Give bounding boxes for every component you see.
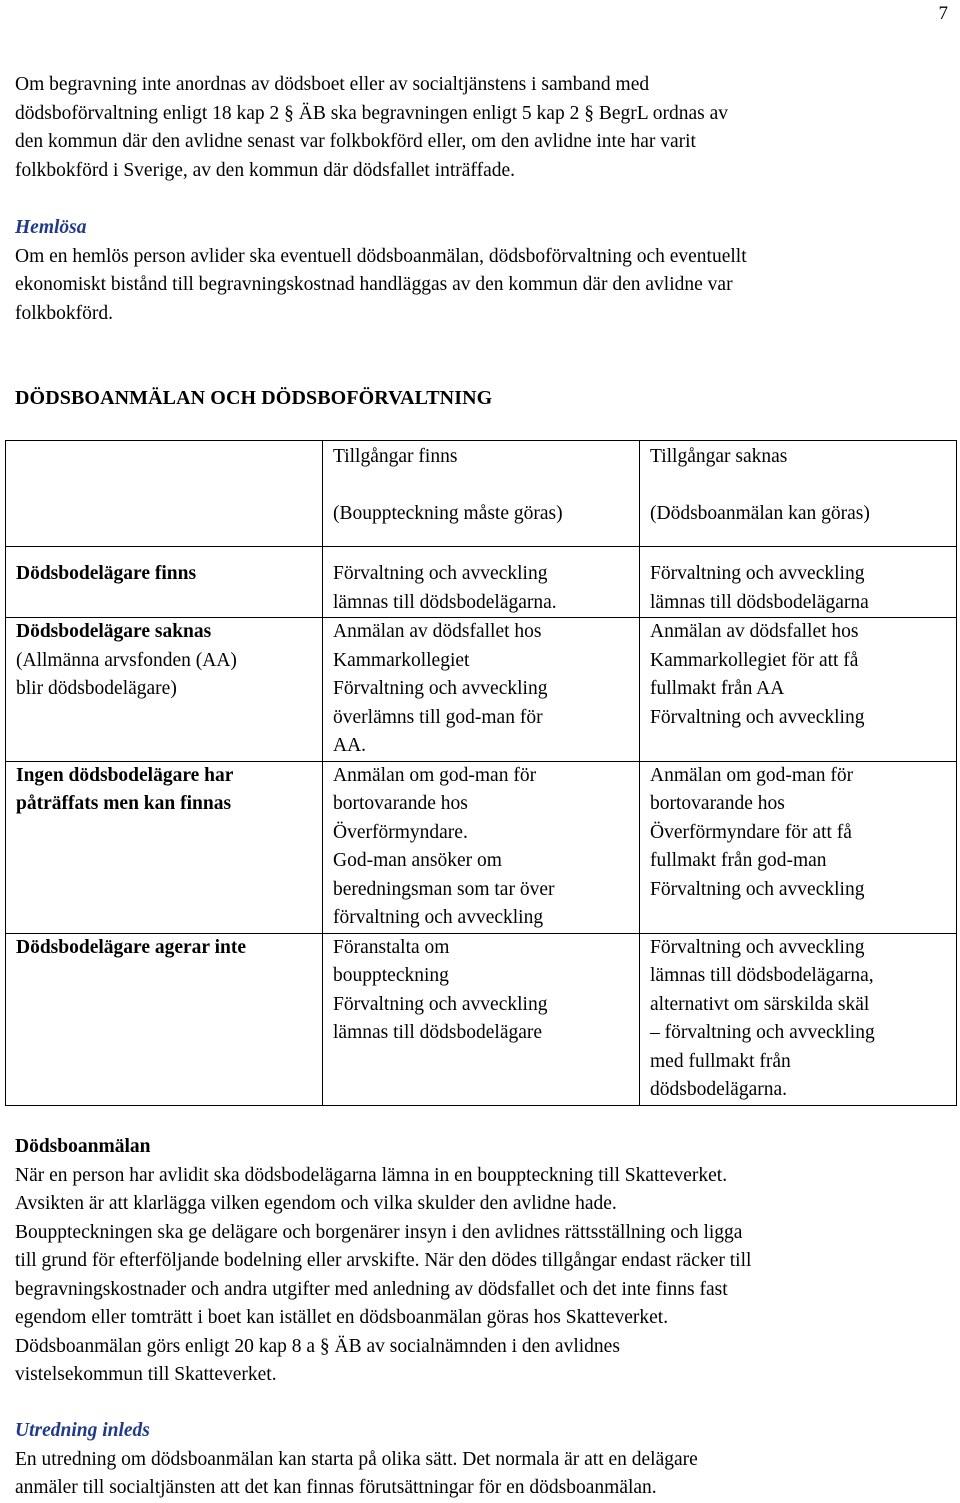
assets-exist-cell [323, 547, 640, 618]
dodsboanmalan-line: till grund för efterföljande bodelning eller arvskifte. När den dödes tillgångar endast räcker till [15, 1250, 752, 1271]
row-label-cell [6, 618, 323, 762]
utredning-line: anmäler till socialtjänsten att det kan finnas förutsättningar för en dödsboanmälan. [15, 1477, 657, 1498]
cell-line: med fullmakt från [650, 1050, 791, 1072]
cell-line: fullmakt från god-man [650, 850, 827, 871]
section-title: DÖDSBOANMÄLAN OCH DÖDSBOFÖRVALTNING [15, 387, 493, 409]
row-subtitle: (Allmänna arvsfonden (AA) [16, 649, 237, 671]
cell-line: förvaltning och avveckling [333, 907, 544, 928]
estate-matrix-table [5, 440, 957, 1106]
header-title: Tillgångar finns [333, 446, 458, 467]
cell-line: Föranstalta om [333, 936, 450, 958]
homeless-line: folkbokförd. [15, 302, 114, 324]
cell-line: alternativt om särskilda skäl [650, 993, 870, 1015]
table-row [6, 547, 957, 618]
header-subtitle: (Bouppteckning måste göras) [333, 502, 563, 524]
dodsboanmalan-line: När en person har avlidit ska dödsbodelägarna lämna in en bouppteckning till Skatteverket. [15, 1164, 728, 1186]
row-title: påträffats men kan finnas [16, 793, 232, 814]
cell-line: bortovarande hos [333, 793, 468, 814]
row-title: Dödsbodelägare finns [16, 563, 197, 584]
intro-line: dödsboförvaltning enligt 18 kap 2 § ÄB ska begravningen enligt 5 kap 2 § BegrL ordnas av [15, 102, 729, 124]
assets-exist-cell [323, 618, 640, 762]
cell-line: Anmälan av dödsfallet hos [333, 621, 542, 642]
table-header-row [6, 441, 957, 547]
homeless-line: ekonomiskt bistånd till begravningskostnad handläggas av den kommun där den avlidne var [15, 274, 733, 295]
dodsboanmalan-heading: Dödsboanmälan [15, 1136, 151, 1157]
dodsboanmalan-line: begravningskostnader och andra utgifter med anledning av dödsfallet och det inte finns fast [15, 1278, 728, 1300]
table-row [6, 933, 957, 1105]
assets-missing-cell [640, 933, 957, 1105]
cell-line: Anmälan om god-man för [650, 764, 854, 786]
cell-line: AA. [333, 735, 367, 756]
cell-line: Förvaltning och avveckling [333, 563, 548, 584]
cell-line: dödsbodelägarna. [650, 1079, 787, 1100]
cell-line: lämnas till dödsbodelägare [333, 1022, 543, 1043]
cell-line: Förvaltning och avveckling [650, 878, 865, 900]
cell-line: lämnas till dödsbodelägarna [650, 591, 869, 613]
cell-line: fullmakt från AA [650, 678, 785, 699]
cell-line: Anmälan av dödsfallet hos [650, 621, 859, 642]
intro-line: folkbokförd i Sverige, av den kommun där dödsfallet inträffade. [15, 159, 516, 181]
cell-line: Förvaltning och avveckling [333, 678, 548, 699]
utredning-section [15, 1417, 955, 1503]
assets-exist-cell [323, 933, 640, 1105]
row-label-cell [6, 547, 323, 618]
dodsboanmalan-section [15, 1133, 955, 1390]
row-label-cell [6, 761, 323, 933]
dodsboanmalan-line: Dödsboanmälan görs enligt 20 kap 8 a § ÄB av socialnämnden i den avlidnes [15, 1335, 620, 1357]
cell-line: Förvaltning och avveckling [333, 993, 548, 1015]
intro-line: Om begravning inte anordnas av dödsboet eller av socialtjänstens i samband med [15, 74, 650, 95]
cell-line: Förvaltning och avveckling [650, 563, 865, 584]
header-assets-exist [323, 441, 640, 547]
utredning-heading: Utredning inleds [15, 1420, 150, 1441]
header-subtitle: (Dödsboanmälan kan göras) [650, 502, 870, 524]
cell-line: Anmälan om god-man för [333, 764, 537, 786]
cell-line: – förvaltning och avveckling [650, 1022, 875, 1043]
cell-line: bortovarande hos [650, 793, 785, 814]
dodsboanmalan-line: vistelsekommun till Skatteverket. [15, 1364, 277, 1385]
cell-line: Kammarkollegiet [333, 649, 470, 671]
page-number: 7 [938, 3, 948, 24]
cell-line: Kammarkollegiet för att få [650, 649, 859, 671]
homeless-section [15, 214, 955, 328]
row-subtitle: blir dödsbodelägare) [16, 678, 177, 699]
table-row [6, 761, 957, 933]
assets-missing-cell [640, 547, 957, 618]
assets-missing-cell [640, 761, 957, 933]
assets-exist-cell [323, 761, 640, 933]
intro-paragraph [15, 71, 955, 185]
cell-line: bouppteckning [333, 965, 449, 986]
dodsboanmalan-line: Bouppteckningen ska ge delägare och borgenärer insyn i den avlidnes rättsställning och ligga [15, 1221, 743, 1243]
table-row [6, 618, 957, 762]
row-label-cell [6, 933, 323, 1105]
cell-line: beredningsman som tar över [333, 878, 555, 900]
dodsboanmalan-line: egendom eller tomträtt i boet kan istället en dödsboanmälan göras hos Skatteverket. [15, 1307, 669, 1328]
homeless-heading: Hemlösa [15, 217, 87, 238]
cell-line: lämnas till dödsbodelägarna, [650, 965, 874, 986]
cell-line: överlämns till god-man för [333, 706, 543, 728]
intro-line: den kommun där den avlidne senast var folkbokförd eller, om den avlidne inte har varit [15, 131, 696, 152]
cell-line: Överförmyndare. [333, 821, 468, 843]
cell-line: Förvaltning och avveckling [650, 706, 865, 728]
assets-missing-cell [640, 618, 957, 762]
header-assets-missing [640, 441, 957, 547]
row-title: Ingen dödsbodelägare har [16, 764, 234, 786]
header-title: Tillgångar saknas [650, 446, 788, 467]
cell-line: Överförmyndare för att få [650, 821, 852, 843]
row-title: Dödsbodelägare saknas [16, 621, 212, 642]
utredning-line: En utredning om dödsboanmälan kan starta på olika sätt. Det normala är att en delägare [15, 1448, 698, 1470]
dodsboanmalan-line: Avsikten är att klarlägga vilken egendom och vilka skulder den avlidne hade. [15, 1193, 617, 1214]
cell-line: God-man ansöker om [333, 850, 502, 871]
homeless-line: Om en hemlös person avlider ska eventuell dödsboanmälan, dödsboförvaltning och eventuellt [15, 245, 747, 267]
row-title: Dödsbodelägare agerar inte [16, 936, 247, 958]
header-empty-cell [6, 441, 323, 547]
cell-line: lämnas till dödsbodelägarna. [333, 591, 557, 613]
cell-line: Förvaltning och avveckling [650, 936, 865, 958]
